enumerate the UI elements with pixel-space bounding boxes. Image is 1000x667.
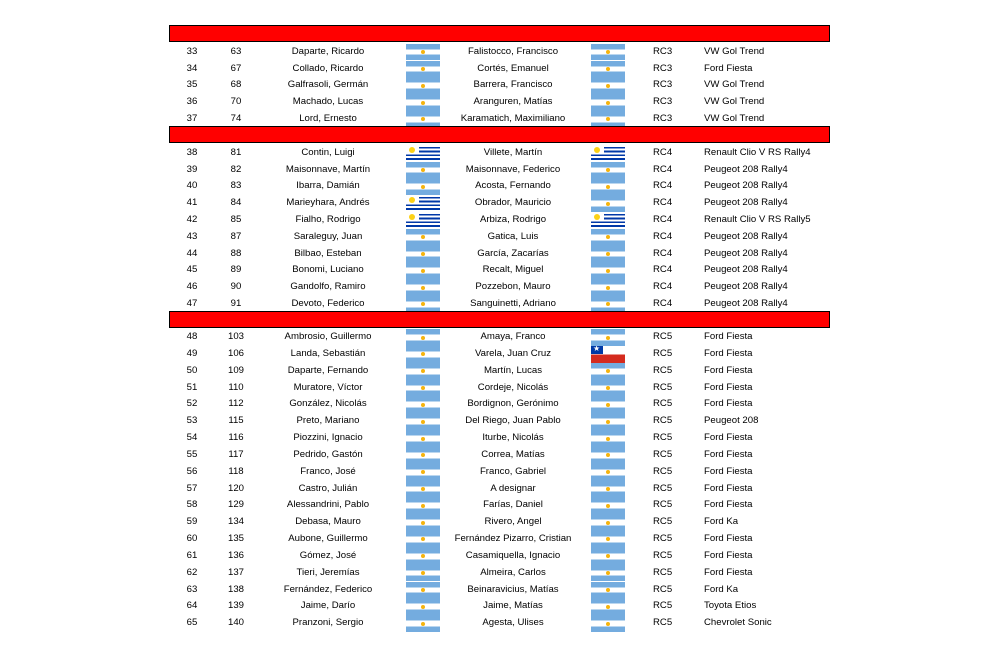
position-cell: 46 <box>186 281 198 293</box>
argentina-flag <box>591 481 625 498</box>
table-row <box>0 178 1000 195</box>
car-number-cell: 84 <box>230 197 242 209</box>
pilot-name-cell: Gómez, José <box>299 549 357 561</box>
argentina-flag <box>406 582 440 599</box>
section-header-bar <box>169 126 830 143</box>
argentina-flag <box>591 94 625 111</box>
class-cell: RC5 <box>653 348 673 360</box>
argentina-flag <box>591 61 625 78</box>
position-cell: 43 <box>186 230 198 242</box>
argentina-flag <box>406 94 440 111</box>
pilot-name-cell: Collado, Ricardo <box>292 62 364 74</box>
copilot-name-cell: Recalt, Miguel <box>482 264 544 276</box>
class-cell: RC4 <box>653 213 673 225</box>
chile-flag <box>591 346 625 363</box>
copilot-name-cell: Karamatich, Maximiliano <box>460 112 566 124</box>
table-row <box>0 44 1000 61</box>
position-cell: 54 <box>186 432 198 444</box>
car-number-cell: 74 <box>230 112 242 124</box>
copilot-name-cell: Jaime, Matías <box>483 600 543 612</box>
copilot-name-cell: Franco, Gabriel <box>479 465 547 477</box>
argentina-flag <box>406 178 440 195</box>
car-model-cell: VW Gol Trend <box>704 112 765 124</box>
position-cell: 51 <box>186 381 198 393</box>
table-row <box>0 329 1000 346</box>
car-model-cell: Toyota Etios <box>704 600 757 612</box>
copilot-name-cell: Iturbe, Nicolás <box>482 432 544 444</box>
copilot-name-cell: Sanguinetti, Adriano <box>470 298 556 310</box>
car-number-cell: 106 <box>227 348 244 360</box>
car-model-cell: Renault Clio V RS Rally4 <box>704 146 811 158</box>
class-cell: RC4 <box>653 281 673 293</box>
car-number-cell: 70 <box>230 96 242 108</box>
position-cell: 62 <box>186 566 198 578</box>
argentina-flag <box>591 514 625 531</box>
copilot-name-cell: Cordeje, Nicolás <box>477 381 549 393</box>
copilot-name-cell: Del Riego, Juan Pablo <box>465 415 561 427</box>
class-cell: RC3 <box>653 62 673 74</box>
car-model-cell: Ford Ka <box>704 516 739 528</box>
car-model-cell: Ford Fiesta <box>704 533 753 545</box>
pilot-name-cell: Contin, Luigi <box>301 146 355 158</box>
argentina-flag <box>591 162 625 179</box>
position-cell: 33 <box>186 45 198 57</box>
argentina-flag <box>406 363 440 380</box>
argentina-flag <box>591 396 625 413</box>
pilot-name-cell: Marieyhara, Andrés <box>286 197 370 209</box>
copilot-name-cell: Martín, Lucas <box>483 364 543 376</box>
position-cell: 41 <box>186 197 198 209</box>
argentina-flag <box>591 447 625 464</box>
argentina-flag <box>406 464 440 481</box>
position-cell: 34 <box>186 62 198 74</box>
class-cell: RC5 <box>653 364 673 376</box>
car-number-cell: 110 <box>228 381 244 393</box>
car-model-cell: Peugeot 208 Rally4 <box>704 197 788 209</box>
argentina-flag <box>591 413 625 430</box>
position-cell: 55 <box>186 448 198 460</box>
car-number-cell: 85 <box>230 213 242 225</box>
argentina-flag <box>406 565 440 582</box>
car-number-cell: 81 <box>230 146 242 158</box>
car-number-cell: 116 <box>228 432 244 444</box>
copilot-name-cell: Acosta, Fernando <box>475 180 551 192</box>
table-row <box>0 195 1000 212</box>
car-number-cell: 90 <box>230 281 242 293</box>
pilot-name-cell: Aubone, Guillermo <box>288 533 368 545</box>
argentina-flag <box>406 447 440 464</box>
car-number-cell: 103 <box>227 331 244 343</box>
car-model-cell: Ford Ka <box>704 583 739 595</box>
table-row <box>0 598 1000 615</box>
car-model-cell: Peugeot 208 Rally4 <box>704 180 788 192</box>
pilot-name-cell: Piozzini, Ignacio <box>293 432 363 444</box>
argentina-flag <box>406 598 440 615</box>
position-cell: 50 <box>186 364 198 376</box>
class-cell: RC5 <box>653 415 673 427</box>
table-row <box>0 363 1000 380</box>
argentina-flag <box>406 514 440 531</box>
section-header-bar <box>169 311 830 328</box>
position-cell: 57 <box>186 482 198 494</box>
class-cell: RC4 <box>653 264 673 276</box>
car-model-cell: VW Gol Trend <box>704 96 765 108</box>
class-cell: RC3 <box>653 112 673 124</box>
class-cell: RC4 <box>653 247 673 259</box>
copilot-name-cell: Correa, Matías <box>481 448 545 460</box>
car-number-cell: 91 <box>230 298 242 310</box>
table-row <box>0 531 1000 548</box>
car-number-cell: 139 <box>227 600 244 612</box>
car-model-cell: Peugeot 208 Rally4 <box>704 230 788 242</box>
copilot-name-cell: Fernández Pizarro, Cristian <box>454 533 572 545</box>
table-row <box>0 212 1000 229</box>
class-cell: RC3 <box>653 96 673 108</box>
section-header-bar <box>169 25 830 42</box>
pilot-name-cell: Preto, Mariano <box>296 415 360 427</box>
argentina-flag <box>591 246 625 263</box>
argentina-flag <box>406 615 440 632</box>
pilot-name-cell: Tieri, Jeremías <box>296 566 360 578</box>
position-cell: 53 <box>186 415 198 427</box>
car-number-cell: 120 <box>227 482 244 494</box>
class-cell: RC5 <box>653 482 673 494</box>
pilot-name-cell: Daparte, Fernando <box>287 364 369 376</box>
car-number-cell: 138 <box>227 583 244 595</box>
argentina-flag <box>591 229 625 246</box>
copilot-name-cell: Beinaravicius, Matías <box>467 583 559 595</box>
car-number-cell: 88 <box>230 247 242 259</box>
argentina-flag <box>406 77 440 94</box>
car-model-cell: Peugeot 208 Rally4 <box>704 281 788 293</box>
class-cell: RC5 <box>653 331 673 343</box>
class-cell: RC3 <box>653 79 673 91</box>
argentina-flag <box>591 497 625 514</box>
argentina-flag <box>591 615 625 632</box>
copilot-name-cell: A designar <box>490 482 536 494</box>
copilot-name-cell: Obrador, Mauricio <box>474 197 552 209</box>
class-cell: RC5 <box>653 448 673 460</box>
class-cell: RC5 <box>653 432 673 444</box>
uruguay-flag <box>406 212 440 229</box>
position-cell: 61 <box>186 549 198 561</box>
uruguay-flag <box>406 195 440 212</box>
argentina-flag <box>406 229 440 246</box>
copilot-name-cell: Aranguren, Matías <box>473 96 553 108</box>
table-row <box>0 279 1000 296</box>
argentina-flag <box>406 329 440 346</box>
car-model-cell: Ford Fiesta <box>704 62 753 74</box>
argentina-flag <box>406 548 440 565</box>
position-cell: 38 <box>186 146 198 158</box>
pilot-name-cell: Jaime, Darío <box>300 600 356 612</box>
argentina-flag <box>406 44 440 61</box>
uruguay-flag <box>591 145 625 162</box>
copilot-name-cell: Agesta, Ulises <box>482 617 544 629</box>
class-cell: RC4 <box>653 230 673 242</box>
table-row <box>0 565 1000 582</box>
argentina-flag <box>406 162 440 179</box>
car-model-cell: Ford Fiesta <box>704 331 753 343</box>
pilot-name-cell: Pedrido, Gastón <box>293 448 363 460</box>
argentina-flag <box>406 380 440 397</box>
position-cell: 35 <box>186 79 198 91</box>
car-model-cell: Peugeot 208 Rally4 <box>704 264 788 276</box>
table-row <box>0 514 1000 531</box>
class-cell: RC5 <box>653 617 673 629</box>
table-row <box>0 346 1000 363</box>
class-cell: RC5 <box>653 566 673 578</box>
argentina-flag <box>591 363 625 380</box>
class-cell: RC5 <box>653 533 673 545</box>
argentina-flag <box>591 531 625 548</box>
car-number-cell: 115 <box>228 415 244 427</box>
car-model-cell: Peugeot 208 <box>704 415 759 427</box>
car-model-cell: VW Gol Trend <box>704 79 765 91</box>
argentina-flag <box>591 380 625 397</box>
table-row <box>0 145 1000 162</box>
pilot-name-cell: Castro, Julián <box>298 482 358 494</box>
car-number-cell: 117 <box>228 448 244 460</box>
table-row <box>0 447 1000 464</box>
position-cell: 56 <box>186 465 198 477</box>
position-cell: 63 <box>186 583 198 595</box>
pilot-name-cell: Saraleguy, Juan <box>293 230 363 242</box>
car-number-cell: 83 <box>230 180 242 192</box>
copilot-name-cell: Varela, Juan Cruz <box>474 348 552 360</box>
copilot-name-cell: Pozzebon, Mauro <box>475 281 551 293</box>
table-row <box>0 396 1000 413</box>
argentina-flag <box>591 178 625 195</box>
car-number-cell: 135 <box>227 533 244 545</box>
car-number-cell: 136 <box>227 549 244 561</box>
argentina-flag <box>406 346 440 363</box>
class-cell: RC5 <box>653 465 673 477</box>
car-model-cell: Peugeot 208 Rally4 <box>704 298 788 310</box>
position-cell: 64 <box>186 600 198 612</box>
car-model-cell: Ford Fiesta <box>704 482 753 494</box>
car-number-cell: 112 <box>228 398 244 410</box>
copilot-name-cell: Falistocco, Francisco <box>467 45 559 57</box>
car-number-cell: 109 <box>227 364 244 376</box>
copilot-name-cell: Gatica, Luis <box>487 230 539 242</box>
pilot-name-cell: Galfrasoli, Germán <box>287 79 369 91</box>
argentina-flag <box>406 497 440 514</box>
class-cell: RC4 <box>653 298 673 310</box>
table-row <box>0 464 1000 481</box>
car-model-cell: Peugeot 208 Rally4 <box>704 163 788 175</box>
class-cell: RC4 <box>653 180 673 192</box>
copilot-name-cell: Barrera, Francisco <box>473 79 553 91</box>
position-cell: 37 <box>186 112 198 124</box>
car-model-cell: Ford Fiesta <box>704 364 753 376</box>
pilot-name-cell: Ambrosio, Guillermo <box>284 331 372 343</box>
pilot-name-cell: Maisonnave, Martín <box>285 163 371 175</box>
car-model-cell: Ford Fiesta <box>704 432 753 444</box>
argentina-flag <box>591 430 625 447</box>
position-cell: 44 <box>186 247 198 259</box>
car-number-cell: 67 <box>230 62 242 74</box>
argentina-flag <box>406 279 440 296</box>
argentina-flag <box>591 195 625 212</box>
argentina-flag <box>406 61 440 78</box>
position-cell: 49 <box>186 348 198 360</box>
pilot-name-cell: Lord, Ernesto <box>299 112 357 124</box>
table-row <box>0 582 1000 599</box>
pilot-name-cell: González, Nicolás <box>289 398 367 410</box>
table-row <box>0 481 1000 498</box>
argentina-flag <box>406 262 440 279</box>
pilot-name-cell: Muratore, Víctor <box>293 381 363 393</box>
class-cell: RC4 <box>653 146 673 158</box>
position-cell: 60 <box>186 533 198 545</box>
pilot-name-cell: Bonomi, Luciano <box>292 264 364 276</box>
pilot-name-cell: Alessandrini, Pablo <box>286 499 370 511</box>
copilot-name-cell: Cortés, Emanuel <box>477 62 549 74</box>
position-cell: 45 <box>186 264 198 276</box>
car-model-cell: Ford Fiesta <box>704 465 753 477</box>
car-model-cell: Ford Fiesta <box>704 448 753 460</box>
car-number-cell: 129 <box>227 499 244 511</box>
class-cell: RC5 <box>653 398 673 410</box>
pilot-name-cell: Devoto, Federico <box>291 298 365 310</box>
position-cell: 58 <box>186 499 198 511</box>
pilot-name-cell: Machado, Lucas <box>292 96 364 108</box>
class-cell: RC4 <box>653 197 673 209</box>
pilot-name-cell: Ibarra, Damián <box>296 180 360 192</box>
car-number-cell: 134 <box>227 516 244 528</box>
position-cell: 36 <box>186 96 198 108</box>
position-cell: 42 <box>186 213 198 225</box>
car-model-cell: Ford Fiesta <box>704 348 753 360</box>
class-cell: RC5 <box>653 499 673 511</box>
car-number-cell: 140 <box>227 617 244 629</box>
pilot-name-cell: Gandolfo, Ramiro <box>290 281 366 293</box>
table-row <box>0 430 1000 447</box>
car-number-cell: 89 <box>230 264 242 276</box>
argentina-flag <box>591 464 625 481</box>
car-model-cell: Peugeot 208 Rally4 <box>704 247 788 259</box>
copilot-name-cell: Casamiquella, Ignacio <box>465 549 561 561</box>
class-cell: RC4 <box>653 163 673 175</box>
class-cell: RC5 <box>653 516 673 528</box>
car-model-cell: VW Gol Trend <box>704 45 765 57</box>
pilot-name-cell: Bilbao, Esteban <box>294 247 362 259</box>
position-cell: 65 <box>186 617 198 629</box>
position-cell: 52 <box>186 398 198 410</box>
argentina-flag <box>406 246 440 263</box>
table-row <box>0 413 1000 430</box>
pilot-name-cell: Debasa, Mauro <box>295 516 361 528</box>
copilot-name-cell: Farías, Daniel <box>483 499 543 511</box>
argentina-flag <box>591 279 625 296</box>
copilot-name-cell: Amaya, Franco <box>480 331 546 343</box>
table-row <box>0 61 1000 78</box>
copilot-name-cell: Bordignon, Gerónimo <box>467 398 559 410</box>
class-cell: RC5 <box>653 549 673 561</box>
position-cell: 59 <box>186 516 198 528</box>
pilot-name-cell: Pranzoni, Sergio <box>292 617 364 629</box>
position-cell: 40 <box>186 180 198 192</box>
argentina-flag <box>591 565 625 582</box>
argentina-flag <box>591 598 625 615</box>
pilot-name-cell: Fernández, Federico <box>283 583 373 595</box>
argentina-flag <box>406 430 440 447</box>
argentina-flag <box>591 582 625 599</box>
car-model-cell: Renault Clio V RS Rally5 <box>704 213 811 225</box>
pilot-name-cell: Franco, José <box>300 465 356 477</box>
pilot-name-cell: Daparte, Ricardo <box>291 45 365 57</box>
car-number-cell: 63 <box>230 45 242 57</box>
car-model-cell: Ford Fiesta <box>704 398 753 410</box>
table-row <box>0 77 1000 94</box>
argentina-flag <box>406 413 440 430</box>
car-number-cell: 68 <box>230 79 242 91</box>
argentina-flag <box>591 548 625 565</box>
argentina-flag <box>591 77 625 94</box>
class-cell: RC5 <box>653 600 673 612</box>
position-cell: 47 <box>186 298 198 310</box>
class-cell: RC5 <box>653 381 673 393</box>
pilot-name-cell: Landa, Sebastián <box>290 348 366 360</box>
uruguay-flag <box>591 212 625 229</box>
copilot-name-cell: Rivero, Angel <box>484 516 542 528</box>
argentina-flag <box>406 396 440 413</box>
argentina-flag <box>406 531 440 548</box>
car-model-cell: Ford Fiesta <box>704 499 753 511</box>
car-model-cell: Ford Fiesta <box>704 549 753 561</box>
table-row <box>0 162 1000 179</box>
table-row <box>0 229 1000 246</box>
table-row <box>0 380 1000 397</box>
position-cell: 39 <box>186 163 198 175</box>
copilot-name-cell: Maisonnave, Federico <box>465 163 561 175</box>
copilot-name-cell: Almeira, Carlos <box>480 566 546 578</box>
uruguay-flag <box>406 145 440 162</box>
car-model-cell: Ford Fiesta <box>704 566 753 578</box>
argentina-flag <box>591 44 625 61</box>
class-cell: RC3 <box>653 45 673 57</box>
car-model-cell: Ford Fiesta <box>704 381 753 393</box>
pilot-name-cell: Fialho, Rodrigo <box>295 213 361 225</box>
argentina-flag <box>406 481 440 498</box>
table-row <box>0 548 1000 565</box>
car-model-cell: Chevrolet Sonic <box>704 617 772 629</box>
copilot-name-cell: García, Zacarías <box>477 247 549 259</box>
table-row <box>0 497 1000 514</box>
argentina-flag <box>591 262 625 279</box>
class-cell: RC5 <box>653 583 673 595</box>
table-row <box>0 246 1000 263</box>
car-number-cell: 118 <box>228 465 244 477</box>
car-number-cell: 87 <box>230 230 242 242</box>
argentina-flag <box>591 329 625 346</box>
position-cell: 48 <box>186 331 198 343</box>
table-row <box>0 94 1000 111</box>
copilot-name-cell: Arbiza, Rodrigo <box>479 213 547 225</box>
table-row <box>0 615 1000 632</box>
table-row <box>0 262 1000 279</box>
car-number-cell: 82 <box>230 163 242 175</box>
copilot-name-cell: Villete, Martín <box>483 146 543 158</box>
car-number-cell: 137 <box>227 566 244 578</box>
